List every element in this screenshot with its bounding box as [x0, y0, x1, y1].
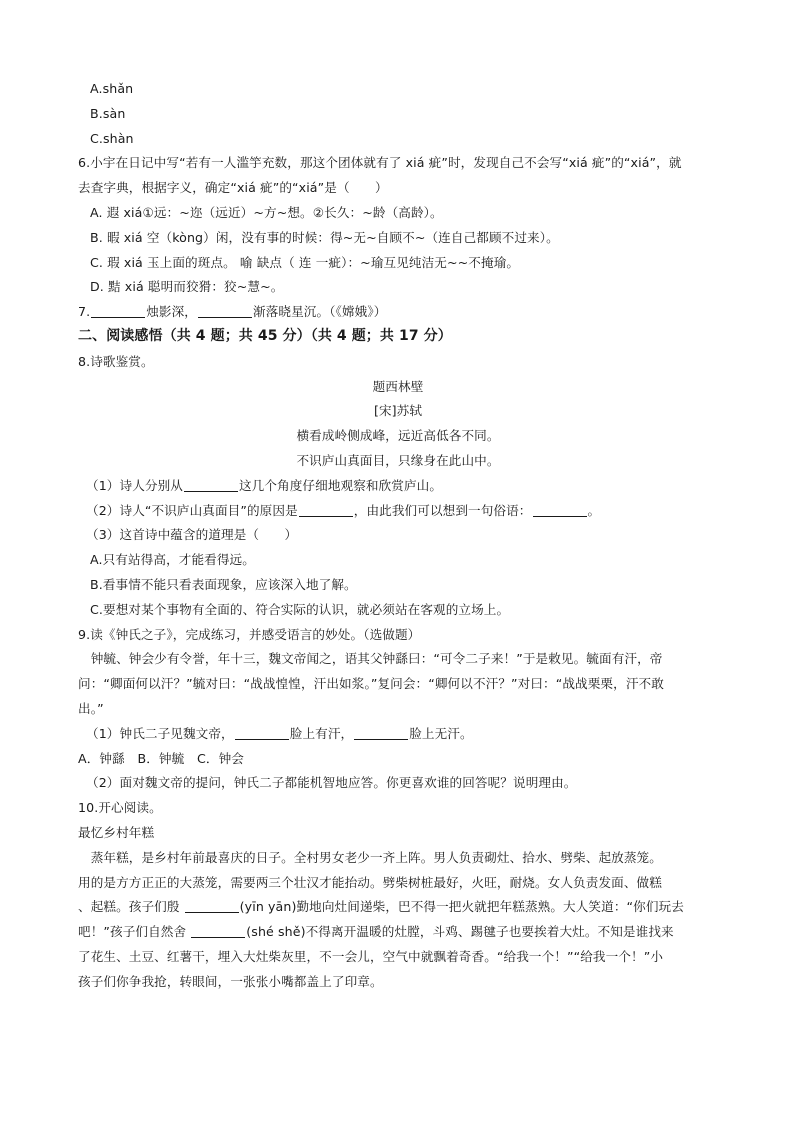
text-segment: A.只有站得高，才能看得远。 [90, 552, 255, 568]
text-segment: C.要想对某个事物有全面的、符合实际的认识，就必须站在客观的立场上。 [90, 601, 510, 617]
text-segment: 脸上无汗。 [409, 725, 473, 741]
section-heading [78, 324, 718, 349]
text-line [78, 349, 718, 374]
text-segment: 渐落晓星沉。（《嫦娥》） [253, 304, 387, 320]
text-segment: 9.读《钟氏之子》，完成练习，并感受语言的妙处。（选做题） [78, 626, 421, 642]
text-segment: B.sàn [90, 105, 126, 121]
text-segment: 题西林壁 [372, 378, 424, 394]
answer-blank[interactable] [354, 725, 408, 740]
text-segment: 二、阅读感悟（共 4 题；共 45 分）（共 4 题；共 17 分） [78, 328, 452, 344]
text-segment: D. 黠 xiá 聪明而狡猾：狡~慧~。 [90, 279, 284, 295]
text-line [90, 274, 730, 299]
text-line [90, 250, 730, 275]
text-segment: 脸上有汗， [289, 725, 354, 741]
text-line [90, 200, 730, 225]
text-line [78, 894, 718, 919]
text-segment: 不识庐山真面目，只缘身在此山中。 [296, 453, 500, 468]
text-segment: (shé shě)不得离开温暖的灶膛，斗鸡、踢毽子也要挨着大灶。不知是谁找来 [246, 924, 674, 940]
text-segment: A.shǎn [90, 81, 134, 96]
text-line [90, 101, 730, 126]
text-segment: (yīn yān)勤地向灶间递柴，巴不得一把火就把年糕蒸熟。大人笑道：“你们玩去 [239, 899, 684, 915]
text-line [86, 473, 726, 498]
text-line [86, 721, 726, 746]
text-segment: 出。” [78, 701, 104, 716]
text-segment: 蒸年糕，是乡村年前最喜庆的日子。全村男女老少一齐上阵。男人负责砌灶、拾水、劈柴、起放蒸笼。 [78, 849, 662, 865]
text-segment: 横看成岭侧成峰，远近高低各不同。 [296, 428, 500, 444]
text-line [78, 919, 718, 944]
text-segment: C.shàn [90, 130, 134, 146]
answer-blank[interactable] [184, 477, 238, 492]
text-line [78, 820, 718, 845]
text-segment: 。 [587, 502, 601, 518]
text-line [78, 175, 718, 200]
text-segment: ，由此我们可以想到一句俗语： [353, 502, 532, 518]
text-line [78, 646, 718, 671]
text-segment: B. 暇 xiá 空（kòng）闲，没有事的时候：得~无~自顾不~（连自己都顾不过来）。 [90, 229, 559, 245]
text-segment: （2）面对魏文帝的提问，钟氏二子都能机智地应答。你更喜欢谁的回答呢？说明理由。 [86, 775, 577, 791]
text-line [78, 622, 718, 647]
text-segment: 钟毓、钟会少有令誉，年十三，魏文帝闻之，语其父钟繇曰：“可令二子来！”于是敕见。毓面有汗，帝 [78, 651, 663, 667]
text-segment: 问：“卿面何以汗？”毓对曰：“战战惶惶，汗出如浆。”复问会：“卿何以不汗？”对曰：“战战栗栗，汗不敢 [78, 676, 664, 692]
text-line [86, 522, 726, 547]
text-segment: （1）诗人分别从 [86, 477, 183, 493]
text-line [78, 870, 718, 895]
text-segment: 、起糕。孩子们殷 [78, 899, 184, 915]
text-segment: 6.小宇在日记中写“若有一人滥竽充数，那这个团体就有了 xiá 疵”时，发现自己不会写“xiá 疵”的“xiá”，就 [78, 155, 682, 171]
answer-blank[interactable] [533, 502, 587, 517]
text-segment: A．钟繇 B．钟毓 C．钟会 [78, 750, 244, 766]
text-line [78, 423, 718, 448]
text-segment: 了花生、土豆、红薯干，埋入大灶柴灰里，不一会儿，空气中就飘着奇香。“给我一个！”“给我一个！”小 [78, 949, 664, 964]
text-line [78, 746, 718, 771]
text-segment: （2）诗人“不识庐山真面目”的原因是 [86, 502, 298, 518]
answer-blank[interactable] [91, 303, 145, 318]
text-segment: 去查字典，根据字义，确定“xiá 疵”的“xiá”是（ ） [78, 180, 388, 196]
text-segment: 最忆乡村年糕 [78, 825, 155, 840]
text-line [78, 299, 718, 324]
text-segment: 这几个角度仔细地观察和欣赏庐山。 [238, 477, 443, 493]
text-segment: A. 遐 xiá①远：~迩（远近）~方~想。②长久：~龄（高龄）。 [90, 205, 443, 220]
text-segment: 吧！”孩子们自然舍 [78, 924, 191, 940]
answer-blank[interactable] [198, 303, 252, 318]
text-segment: 孩子们你争我抢，转眼间，一张张小嘴都盖上了印章。 [78, 973, 383, 989]
text-segment: （1）钟氏二子见魏文帝， [86, 725, 234, 741]
text-line [90, 597, 730, 622]
text-line [78, 944, 718, 969]
text-line [90, 225, 730, 250]
text-line [78, 969, 718, 994]
text-line [78, 696, 718, 721]
text-segment: 7. [78, 304, 91, 320]
text-line [78, 795, 718, 820]
text-line [90, 572, 730, 597]
text-segment: [宋]苏轼 [373, 403, 423, 419]
text-segment: C. 瑕 xiá 玉上面的斑点。 喻 缺点（ 连 一疵）：~瑜互见纯洁无~~不掩瑜。 [90, 254, 520, 270]
text-segment: 10.开心阅读。 [78, 800, 162, 816]
text-line [90, 126, 730, 151]
text-line [86, 770, 726, 795]
text-line [78, 845, 718, 870]
text-line [78, 150, 718, 175]
answer-blank[interactable] [299, 502, 353, 517]
text-segment: B.看事情不能只看表面现象，应该深入地了解。 [90, 577, 357, 592]
answer-blank[interactable] [235, 725, 289, 740]
answer-blank[interactable] [191, 923, 245, 938]
answer-blank[interactable] [185, 898, 239, 913]
text-segment: 用的是方方正正的大蒸笼，需要两三个壮汉才能抬动。劈柴树桩最好，火旺，耐烧。女人负责发面、做糕 [78, 874, 662, 890]
text-line [78, 398, 718, 423]
text-line [78, 671, 718, 696]
text-line [78, 448, 718, 473]
text-line [78, 374, 718, 399]
text-line [90, 547, 730, 572]
text-line [86, 498, 726, 523]
text-segment: 烛影深， [146, 304, 197, 320]
text-line [90, 76, 730, 101]
text-segment: （3）这首诗中蕴含的道理是（ ） [86, 527, 298, 543]
text-segment: 8.诗歌鉴赏。 [78, 353, 154, 369]
